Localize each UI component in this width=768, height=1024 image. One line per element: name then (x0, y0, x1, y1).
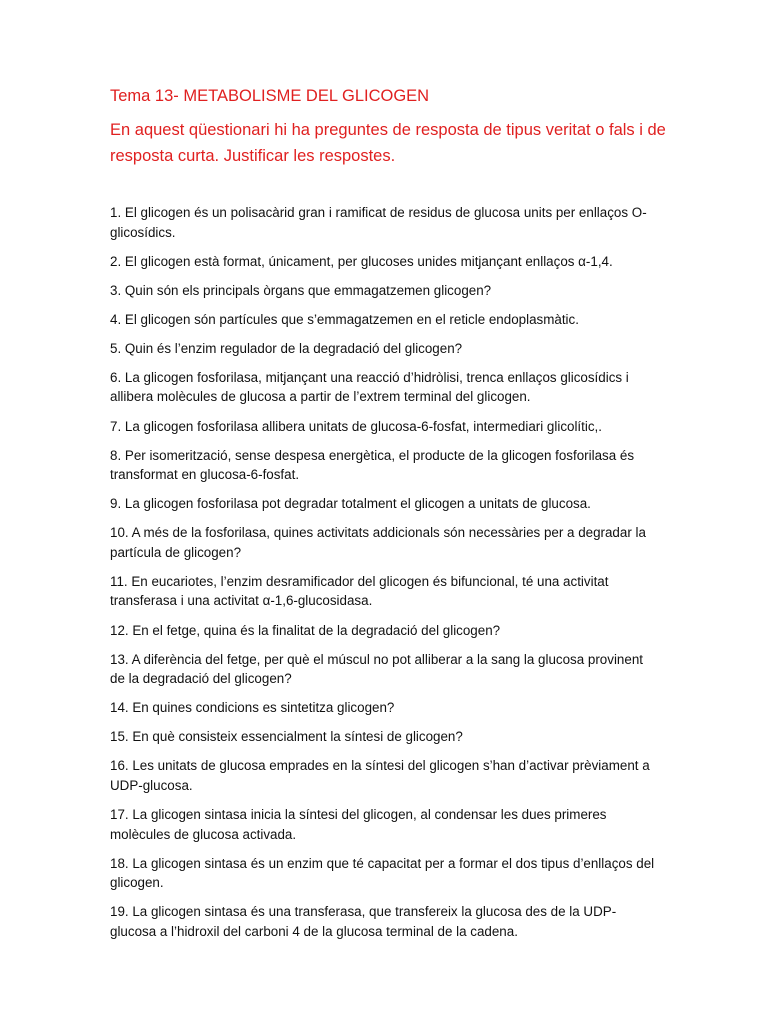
question-item: 9. La glicogen fosforilasa pot degradar totalment el glicogen a unitats de glucosa. (110, 496, 591, 512)
question-item: 18. La glicogen sintasa és un enzim que té capacitat per a formar el dos tipus d’enllaços del glicogen. (110, 855, 655, 891)
question-item: 13. A diferència del fetge, per què el múscul no pot alliberar a la sang la glucosa provinent de la degradació del glicogen? (110, 651, 643, 687)
question-item: 8. Per isomerització, sense despesa energètica, el producte de la glicogen fosforilasa és transformat en glucosa-6-fosfat. (110, 447, 635, 483)
document-title: Tema 13- METABOLISME DEL GLICOGEN (110, 87, 430, 105)
question-item: 11. En eucariotes, l’enzim desramificador del glicogen és bifuncional, té una activitat transferasa i una activitat α-1,6-glucosidasa. (110, 573, 609, 609)
question-item: 19. La glicogen sintasa és una transferasa, que transfereix la glucosa des de la UDP-glucosa a l’hidroxil del carboni 4 de la glucosa terminal de la cadena. (110, 904, 617, 939)
question-item: 3. Quin són els principals òrgans que emmagatzemen glicogen? (110, 282, 492, 298)
question-item: 1. El glicogen és un polisacàrid gran i ramificat de residus de glucosa units per enllaços O-glicosídics. (110, 205, 647, 240)
question-item: 6. La glicogen fosforilasa, mitjançant una reacció d’hidròlisi, trenca enllaços glicosídics i allibera molècules de glucosa a partir de l’extrem terminal del glicogen. (110, 369, 629, 405)
question-item: 4. El glicogen són partícules que s’emmagatzemen en el reticle endoplasmàtic. (110, 311, 579, 327)
question-item: 15. En què consisteix essencialment la síntesi de glicogen? (110, 729, 463, 745)
question-item: 2. El glicogen està format, únicament, per glucoses unides mitjançant enllaços α-1,4. (110, 253, 613, 269)
question-item: 12. En el fetge, quina és la finalitat de la degradació del glicogen? (110, 622, 501, 638)
question-item: 17. La glicogen sintasa inicia la síntesi del glicogen, al condensar les dues primeres molècules de glucosa activada. (110, 807, 607, 842)
question-item: 10. A més de la fosforilasa, quines activitats addicionals són necessàries per a degradar la partícula de glicogen? (110, 525, 646, 560)
question-item: 14. En quines condicions es sintetitza glicogen? (110, 700, 395, 716)
question-item: 16. Les unitats de glucosa emprades en la síntesi del glicogen s’han d’activar prèviament a UDP-glucosa. (110, 758, 650, 793)
question-list (110, 203, 658, 951)
question-item: 5. Quin és l’enzim regulador de la degradació del glicogen? (110, 340, 463, 356)
document-intro: En aquest qüestionari hi ha preguntes de resposta de tipus veritat o fals i de resposta curta. Justificar les respostes. (110, 121, 666, 165)
question-item: 7. La glicogen fosforilasa allibera unitats de glucosa-6-fosfat, intermediari glicolític,. (110, 418, 602, 434)
